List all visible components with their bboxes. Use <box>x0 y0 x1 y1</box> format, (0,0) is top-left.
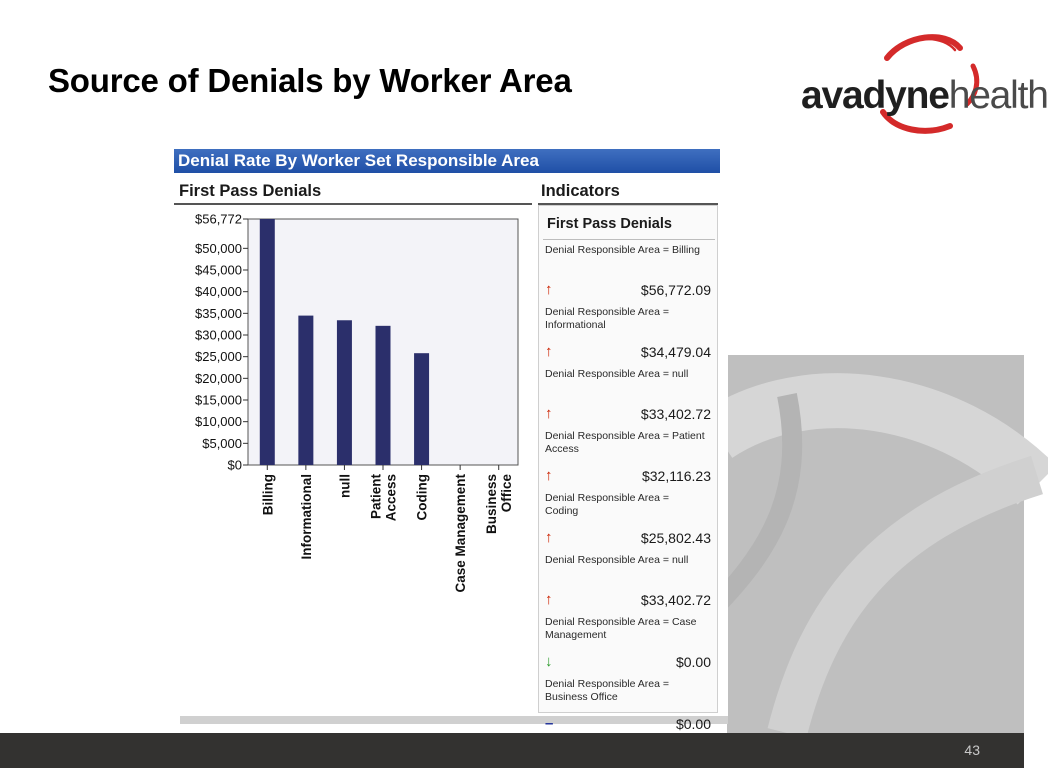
x-tick-label: Business <box>484 474 500 535</box>
y-tick-label: $30,000 <box>195 327 242 343</box>
y-tick-label: $35,000 <box>195 305 242 321</box>
chart-area <box>170 200 540 700</box>
footer-bar <box>0 733 1024 768</box>
indicator-row <box>545 678 711 740</box>
x-tick-label: Coding <box>414 474 430 521</box>
indicator-label: Denial Responsible Area = Business Office <box>545 678 670 703</box>
indicators-section-title: Indicators <box>541 182 620 200</box>
indicator-label: Denial Responsible Area = Coding <box>545 492 670 517</box>
x-tick-label: Office <box>499 474 515 513</box>
indicators-box <box>538 205 718 732</box>
x-tick-label: Case Management <box>453 474 469 593</box>
x-tick-label: Billing <box>260 474 276 516</box>
indicator-row <box>545 368 711 430</box>
indicator-label: Denial Responsible Area = null <box>545 368 689 380</box>
indicator-row <box>545 430 711 492</box>
y-tick-label: $45,000 <box>195 262 242 278</box>
bar-billing <box>260 219 275 465</box>
page-number: 43 <box>964 742 980 758</box>
indicator-label: Denial Responsible Area = Informational <box>545 306 670 331</box>
y-tick-label: $5,000 <box>202 435 242 451</box>
bar-patient-access <box>376 326 391 465</box>
bar-null <box>337 320 352 465</box>
y-tick-label: $20,000 <box>195 370 242 386</box>
indicator-value: $56,772.09 <box>640 282 711 298</box>
down-arrow-icon: ↓ <box>545 653 553 670</box>
indicator-row <box>545 492 711 554</box>
indicator-value: $33,402.72 <box>640 592 711 608</box>
first-pass-denials-chart <box>170 200 540 700</box>
indicator-row <box>545 306 711 368</box>
up-arrow-icon: ↑ <box>545 281 553 298</box>
y-tick-label: $25,000 <box>195 349 242 365</box>
indicators-box-rule <box>543 239 715 240</box>
y-tick-label: $10,000 <box>195 414 242 430</box>
indicator-row <box>545 244 711 306</box>
up-arrow-icon: ↑ <box>545 467 553 484</box>
indicators-box-title: First Pass Denials <box>547 216 672 232</box>
x-tick-label: Informational <box>298 474 314 560</box>
indicator-label: Denial Responsible Area = Case Management <box>545 616 697 641</box>
up-arrow-icon: ↑ <box>545 405 553 422</box>
indicator-row <box>545 554 711 616</box>
bar-coding <box>414 353 429 465</box>
x-tick-label: null <box>337 474 353 498</box>
indicator-value: $34,479.04 <box>640 344 711 360</box>
avadyne-health-logo <box>795 30 1048 140</box>
slide-title: Source of Denials by Worker Area <box>48 62 572 99</box>
background-swirl-graphic <box>727 355 1024 733</box>
y-tick-label: $15,000 <box>195 392 242 408</box>
indicator-value: $33,402.72 <box>640 406 711 422</box>
x-tick-label: Patient <box>368 474 384 520</box>
denial-rate-panel <box>170 140 728 732</box>
indicator-label: Denial Responsible Area = null <box>545 554 689 566</box>
y-tick-label: $40,000 <box>195 284 242 300</box>
indicator-row <box>545 616 711 678</box>
bar-informational <box>298 316 313 465</box>
y-tick-label: $56,772 <box>195 211 242 227</box>
logo-text-health: health <box>948 74 1048 117</box>
chart-section-title: First Pass Denials <box>179 182 322 200</box>
up-arrow-icon: ↑ <box>545 343 553 360</box>
panel-header: Denial Rate By Worker Set Responsible Area <box>174 149 720 173</box>
up-arrow-icon: ↑ <box>545 591 553 608</box>
x-tick-label: Access <box>383 474 399 522</box>
dash-icon: – <box>545 715 554 732</box>
logo-wordmark <box>801 74 1048 118</box>
indicator-label: Denial Responsible Area = Billing <box>545 244 700 256</box>
indicator-value: $0.00 <box>675 654 711 670</box>
indicator-value: $25,802.43 <box>640 530 711 546</box>
logo-text-avadyne: avadyne <box>801 74 949 117</box>
indicator-label: Denial Responsible Area = Patient Access <box>545 430 705 455</box>
indicator-value: $0.00 <box>675 716 711 732</box>
y-tick-label: $0 <box>227 457 242 473</box>
up-arrow-icon: ↑ <box>545 529 553 546</box>
y-tick-label: $50,000 <box>195 240 242 256</box>
indicator-value: $32,116.23 <box>641 468 711 484</box>
